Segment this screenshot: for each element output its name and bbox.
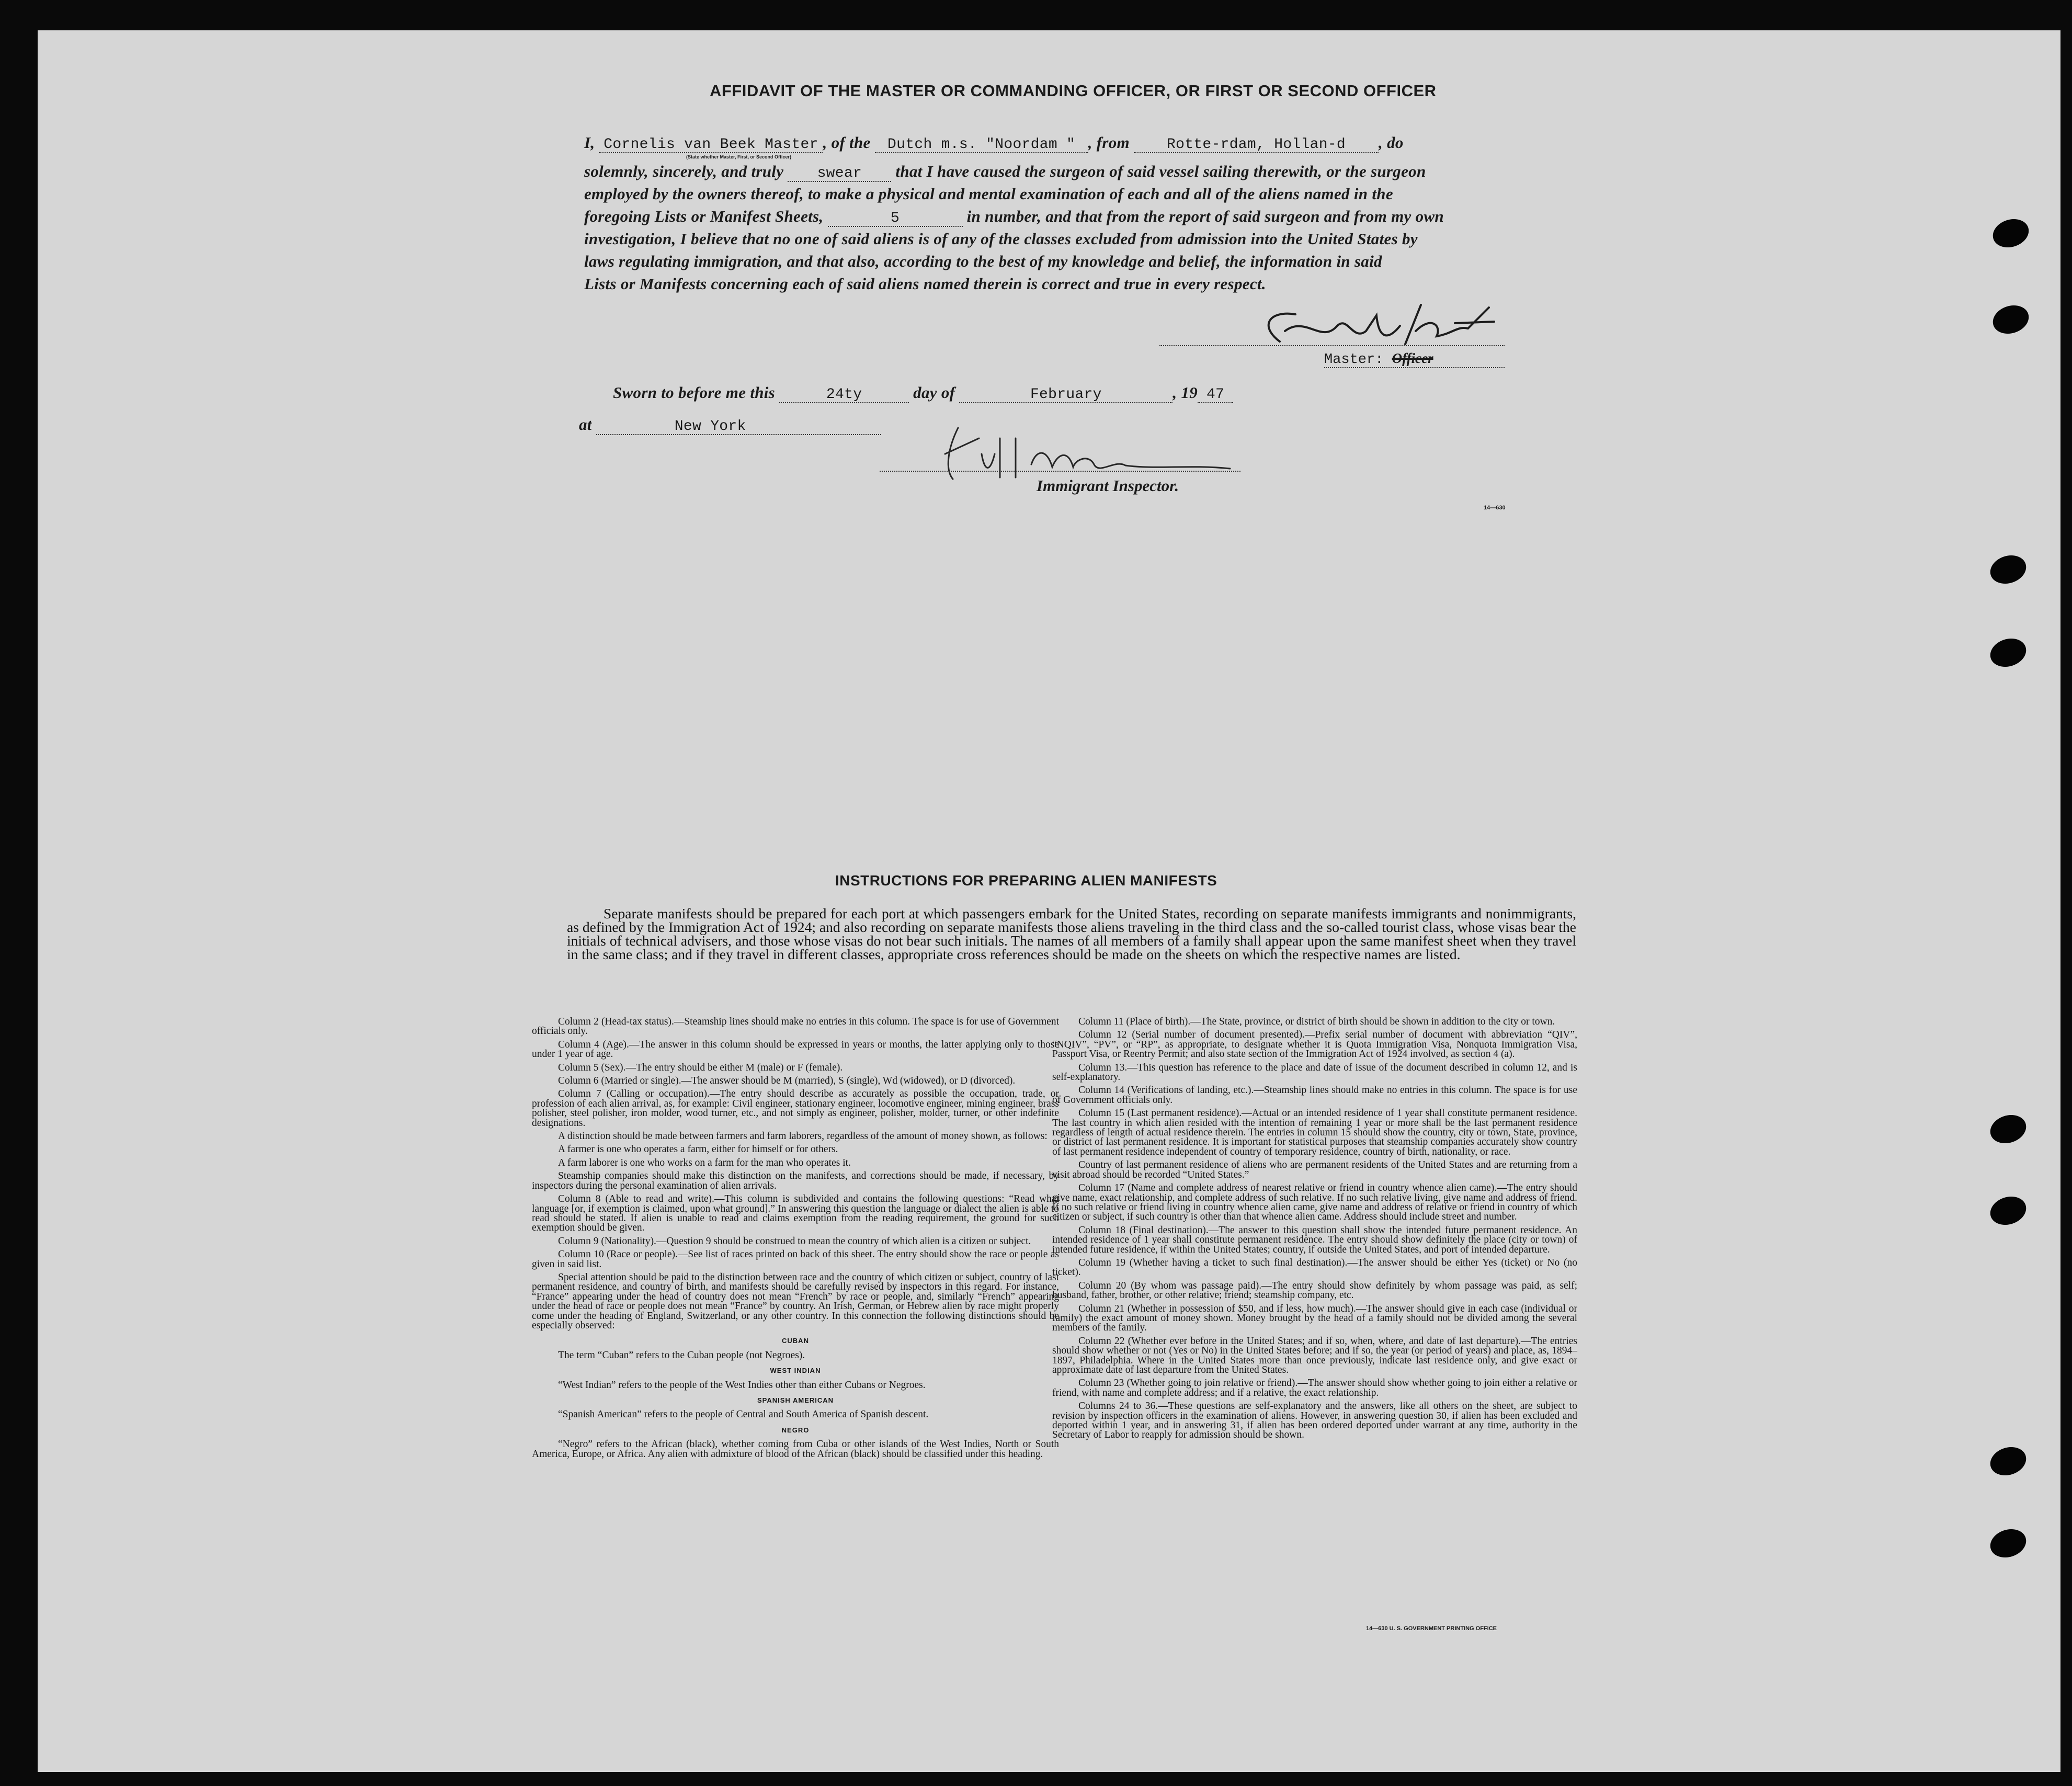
instruction-paragraph: Column 10 (Race or people).—See list of races printed on back of this sheet. The entry should show the race or people as given in said list. — [532, 1249, 1059, 1270]
departure-port-field: Rotte-rdam, Hollan-d — [1134, 138, 1379, 153]
instruction-paragraph: Column 7 (Calling or occupation).—The entry should describe as accurately as possible the occupation, trade, or profession of each alien arrival, as, for example: Civil engineer, stationary engineer, locomotive engineer, mining engineer, brass polisher, steel polisher, iron molder, wood turner, etc., and not simply as engineer, polisher, molder, turner, or other indefinite designations. — [532, 1088, 1059, 1129]
instruction-paragraph: Columns 24 to 36.—These questions are self-explanatory and the answers, like all others on the sheet, are subject to revision by inspection officers in the examination of aliens. However, in answering question 30, if alien has been excluded and deported within 1 year, and in answering 31, if alien has been ordered deported under warrant at any time, authority in the Secretary of Labor to reapply for admission should be shown. — [1052, 1401, 1577, 1441]
instruction-paragraph: Country of last permanent residence of aliens who are permanent residents of the United States and are returning from a visit abroad should be recorded “United States.” — [1052, 1159, 1577, 1180]
sworn-line: Sworn to before me this 24ty day of February , 19 47 — [613, 383, 1233, 403]
inspector-label: Immigrant Inspector. — [1037, 476, 1179, 495]
sworn-place-line: at New York — [579, 415, 881, 435]
instruction-paragraph: Column 12 (Serial number of document presented).—Prefix serial number of document with abbreviation “QIV”, “NQIV”, “PV”, or “RP”, as appropriate, to designate whether it is Quota Immigration Visa, Nonquota Immigration Visa, Passport Visa, or Reentry Permit; and also state section of the Immigration Act of 1924 involved, as section 4 (a). — [1052, 1029, 1577, 1060]
sworn-year-field: 47 — [1198, 388, 1233, 403]
affidavit-line-7: Lists or Manifests concerning each of said aliens named therein is correct and true in every respect. — [584, 275, 1266, 293]
cuban-definition: The term “Cuban” refers to the Cuban people (not Negroes). — [558, 1349, 805, 1361]
cuban-heading: CUBAN — [782, 1337, 809, 1345]
affidavit-line-3: employed by the owners thereof, to make a physical and mental examination of each and all of the aliens named in the — [584, 185, 1393, 203]
master-name-field: Cornelis van Beek Master — [599, 138, 823, 153]
affidavit-line-4: foregoing Lists or Manifest Sheets, 5 in number, and that from the report of said surgeon and from my own — [584, 207, 1444, 226]
instruction-paragraph: Special attention should be paid to the distinction between race and the country of which citizen or subject, country of last permanent residence, and country of birth, and manifests should be carefully revised by inspectors in this regard. For instance, “France” appearing under the head of country does not mean “French” by race or people, and, similarly “French” appearing under the head of race or people does not mean “France” by country. An Irish, German, or Hebrew alien by race might properly come under the heading of England, Switzerland, or any other country. In this connection the following distinctions should be especially observed: — [532, 1271, 1059, 1331]
instruction-paragraph: Column 4 (Age).—The answer in this column should be expressed in years or months, the latter applying only to those under 1 year of age. — [532, 1039, 1059, 1060]
west-indian-heading: WEST INDIAN — [770, 1367, 821, 1375]
spanish-american-definition: “Spanish American” refers to the people of Central and South America of Spanish descent. — [558, 1409, 929, 1420]
vessel-name-field: Dutch m.s. "Noordam " — [875, 138, 1088, 153]
instruction-paragraph: Column 17 (Name and complete address of nearest relative or friend in country whence alien came).—The entry should give name, exact relationship, and complete address of such relative. If no such relative living, give name and address of friend. If no such relative or friend living in country whence alien came, give name and address of relative or friend in country of which citizen or subject, if such country is other than that whence alien came. Address should include street and number. — [1052, 1182, 1577, 1223]
inspector-signature-line — [880, 471, 1240, 472]
master-signature — [1248, 294, 1499, 357]
instruction-paragraph: Column 2 (Head-tax status).—Steamship lines should make no entries in this column. The space is for use of Government officials only. — [532, 1016, 1059, 1037]
instruction-paragraph: Column 9 (Nationality).—Question 9 should be construed to mean the country of which alien is a citizen or subject. — [558, 1235, 1031, 1247]
instruction-paragraph: Column 14 (Verifications of landing, etc.).—Steamship lines should make no entries in this column. The space is for use of Government officials only. — [1052, 1085, 1577, 1106]
oath-field: swear — [788, 166, 891, 182]
instruction-paragraph: Column 19 (Whether having a ticket to such final destination).—The answer should be either Yes (ticket) or No (no ticket). — [1052, 1257, 1577, 1278]
instructions-title: INSTRUCTIONS FOR PREPARING ALIEN MANIFESTS — [835, 872, 1217, 889]
instruction-paragraph: A farm laborer is one who works on a farm for the man who operates it. — [558, 1157, 851, 1168]
affidavit-line-2: solemnly, sincerely, and truly swear that I have caused the surgeon of said vessel sailing therewith, or the surgeon — [584, 162, 1426, 181]
officer-rank-note: (State whether Master, First, or Second Officer) — [686, 154, 792, 160]
instruction-paragraph: A distinction should be made between farmers and farm laborers, regardless of the amount of money shown, as follows: — [558, 1131, 1048, 1142]
affidavit-title: AFFIDAVIT OF THE MASTER OR COMMANDING OFFICER, OR FIRST OR SECOND OFFICER — [710, 82, 1437, 100]
sheet-count-field: 5 — [828, 211, 963, 227]
affidavit-line-6: laws regulating immigration, and that also, according to the best of my knowledge and belief, the information in said — [584, 252, 1382, 270]
form-number: 14—630 — [1484, 505, 1506, 511]
spanish-american-heading: SPANISH AMERICAN — [757, 1396, 834, 1404]
sworn-month-field: February — [959, 388, 1172, 403]
instructions-intro: Separate manifests should be prepared for each port at which passengers embark for the United States, recording on separate manifests immigrants and nonimmigrants, as defined by the Immigration Act of 1924; and also recording on separate manifests those aliens traveling in the third class and the so-called tourist class, whose visas bear the initials of technical advisers, and those whose visas do not bear such initials. The names of all members of a family shall appear upon the same manifest sheet when they travel in the same class; and if they travel in different classes, appropriate cross references should be made on the sheets on which the respective names are listed. — [567, 905, 1576, 962]
instruction-paragraph: Column 15 (Last permanent residence).—Actual or an intended residence of 1 year shall constitute permanent residence. The last country in which alien resided with the intention of remaining 1 year or more shall be the last permanent residence regardless of length of actual residence therein. The entries in column 15 should show the country, city or town, State, province, or district of last permanent residence. It is important for statistical purposes that steamship companies accurately show country of last permanent residence independent of country of temporary residence, country of birth, nationality, or race. — [1052, 1108, 1577, 1157]
master-title-line — [1324, 367, 1505, 368]
sworn-day-field: 24ty — [779, 388, 909, 403]
instruction-paragraph: Column 20 (By whom was passage paid).—The entry should show definitely by whom passage was paid, as self; husband, father, brother, or other relative; friend; steamship company, etc. — [1052, 1280, 1577, 1301]
affidavit-line-1: I, Cornelis van Beek Master , of the Dutch m.s. "Noordam " , from Rotte-rdam, Hollan-d , do — [584, 133, 1404, 153]
instruction-paragraph: Column 8 (Able to read and write).—This column is subdivided and contains the following questions: “Read what language [or, if exemption is claimed, upon what ground].” In answering this question the language or dialect the alien is able to read should be stated. If alien is unable to read and claims exemption from the reading requirement, the ground for such exemption should be given. — [532, 1193, 1059, 1234]
sworn-place-field: New York — [596, 419, 881, 435]
instruction-paragraph: Steamship companies should make this distinction on the manifests, and corrections should be made, if necessary, by inspectors during the personal examination of alien arrivals. — [532, 1170, 1059, 1191]
instruction-paragraph: Column 13.—This question has reference to the place and date of issue of the document described in column 12, and is self-explanatory. — [1052, 1062, 1577, 1083]
negro-heading: NEGRO — [781, 1426, 810, 1434]
affidavit-line-5: investigation, I believe that no one of said aliens is of any of the classes excluded from admission into the United States by — [584, 230, 1418, 248]
instruction-paragraph: Column 18 (Final destination).—The answer to this question shall show the intended future permanent residence. An intended residence of 1 year shall constitute permanent residence. The entry should show definitely the place (city or town) of intended future residence, if within the United States; country, if outside the United States, and port of intended departure. — [1052, 1224, 1577, 1255]
instruction-paragraph: Column 21 (Whether in possession of $50, and if less, how much).—The answer should give in each case (individual or family) the exact amount of money shown. Money brought by the head of a family should not be divided among the several members of the family. — [1052, 1303, 1577, 1334]
west-indian-definition: “West Indian” refers to the people of the West Indies other than either Cubans or Negroes. — [558, 1379, 926, 1391]
manifest-sheet — [38, 30, 2060, 1772]
instruction-paragraph: Column 11 (Place of birth).—The State, province, or district of birth should be shown in addition to the city or town. — [1078, 1016, 1555, 1027]
negro-definition: “Negro” refers to the African (black), whether coming from Cuba or other islands of the West Indies, North or South America, Europe, or Africa. Any alien with admixture of blood of the African (black) should be classified under this heading. — [532, 1439, 1059, 1460]
instruction-paragraph: Column 23 (Whether going to join relative or friend).—The answer should show whether going to join either a relative or friend, with name and complete address; and if a relative, the exact relationship. — [1052, 1378, 1577, 1398]
instruction-paragraph: Column 6 (Married or single).—The answer should be M (married), S (single), Wd (widowed), or D (divorced). — [558, 1075, 1016, 1087]
instruction-paragraph: Column 5 (Sex).—The entry should be either M (male) or F (female). — [558, 1062, 843, 1073]
instructions-right-column — [1052, 1017, 1577, 1444]
master-signature-line — [1159, 345, 1505, 346]
instruction-paragraph: A farmer is one who operates a farm, either for himself or for others. — [558, 1144, 838, 1155]
instruction-paragraph: Column 22 (Whether ever before in the United States; and if so, when, where, and date of last departure).—The entries should show whether or not (Yes or No) in the United States before; and if so, the year (or period of years) and place, as, 1894–1897, Philadelphia. Where in the United States more than once previously, indicate last residence only, and give exact or approximate date of last departure from the United States. — [1052, 1335, 1577, 1375]
printer-mark: 14—630 U. S. GOVERNMENT PRINTING OFFICE — [1366, 1625, 1497, 1632]
instructions-left-column — [532, 1017, 1059, 1463]
master-title: Master: Officer — [1324, 350, 1433, 368]
